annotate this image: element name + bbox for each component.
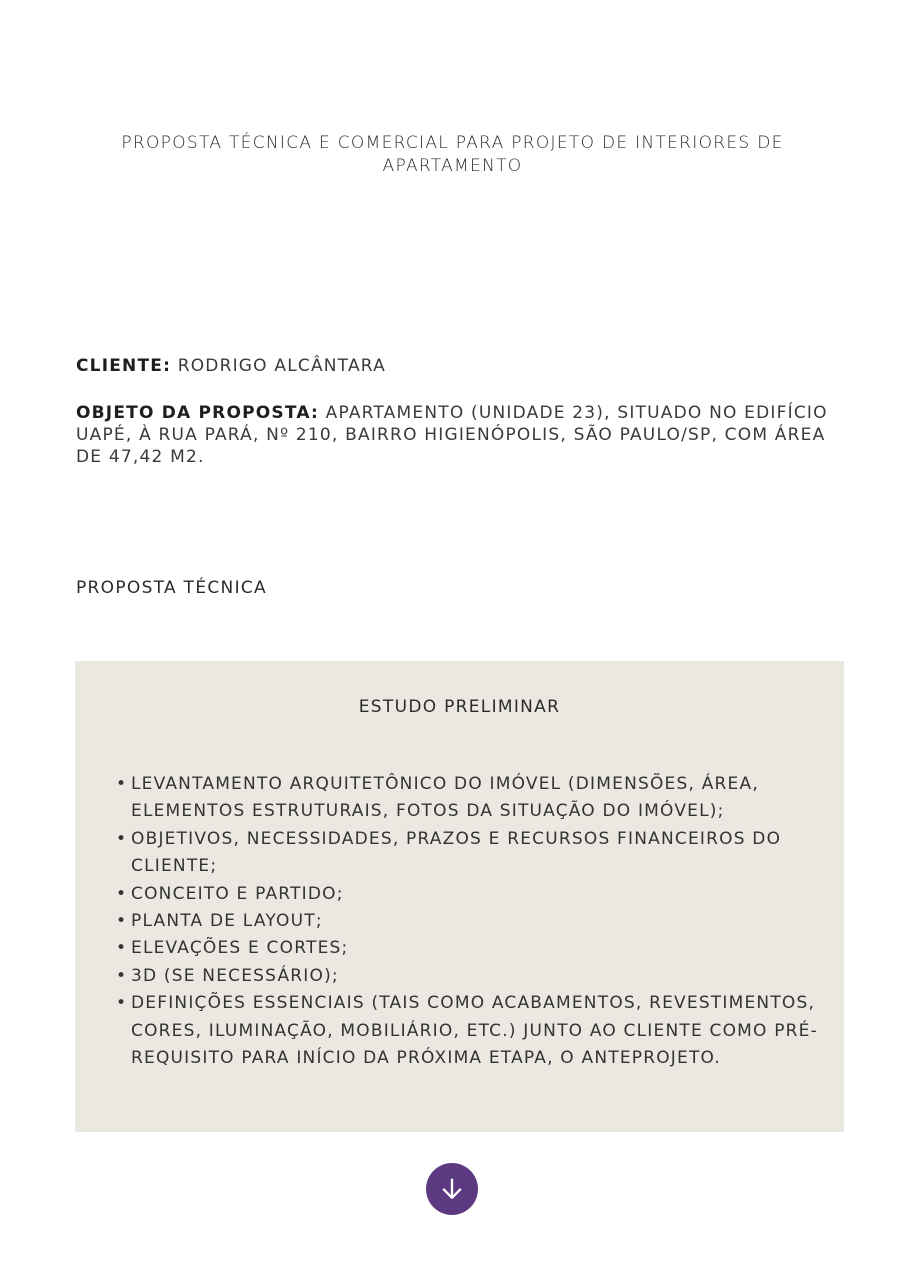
- objeto-label: OBJETO DA PROPOSTA:: [76, 403, 320, 423]
- list-item: [116, 908, 821, 935]
- objeto-description: APARTAMENTO (UNIDADE 23), SITUADO NO EDIFÍCIO UAPÉ, À RUA PARÁ, Nº 210, BAIRRO HIGIENÓPOLIS, SÃO PAULO/SP, COM ÁREA DE 47,42 M2.: [76, 403, 828, 467]
- list-item-text: DEFINIÇÕES ESSENCIAIS (TAIS COMO ACABAMENTOS, REVESTIMENTOS, CORES, ILUMINAÇÃO, MOBILIÁRIO, ETC.) JUNTO AO CLIENTE COMO PRÉ-REQUISITO PARA INÍCIO DA PRÓXIMA ETAPA, O ANTEPROJETO.: [131, 993, 818, 1069]
- document-title: PROPOSTA TÉCNICA E COMERCIAL PARA PROJETO DE INTERIORES DE APARTAMENTO: [121, 133, 784, 176]
- list-item: [116, 935, 821, 962]
- bullet-icon: •: [116, 965, 128, 986]
- client-label: CLIENTE:: [76, 356, 172, 376]
- list-item-text: LEVANTAMENTO ARQUITETÔNICO DO IMÓVEL (DIMENSÕES, ÁREA, ELEMENTOS ESTRUTURAIS, FOTOS DA SITUAÇÃO DO IMÓVEL);: [131, 774, 759, 822]
- list-item: [116, 771, 821, 826]
- bullet-icon: •: [116, 774, 128, 794]
- list-item-text: ELEVAÇÕES E CORTES;: [131, 938, 349, 959]
- bullet-icon: •: [116, 883, 128, 904]
- bullet-icon: •: [116, 993, 128, 1014]
- client-name: RODRIGO ALCÂNTARA: [177, 356, 386, 376]
- list-item-text: PLANTA DE LAYOUT;: [131, 911, 323, 932]
- estudo-preliminar-panel: [75, 661, 844, 1132]
- bullet-icon: •: [116, 911, 128, 932]
- list-item: [116, 963, 821, 990]
- bullet-icon: •: [116, 828, 128, 849]
- bullet-icon: •: [116, 938, 128, 959]
- list-item: [116, 881, 821, 908]
- panel-title: ESTUDO PRELIMINAR: [358, 697, 561, 717]
- list-item-text: OBJETIVOS, NECESSIDADES, PRAZOS E RECURSOS FINANCEIROS DO CLIENTE;: [131, 828, 782, 877]
- client-line: [76, 355, 836, 377]
- list-item-text: 3D (SE NECESSÁRIO);: [131, 965, 339, 986]
- estudo-preliminar-list: [116, 771, 821, 1072]
- scroll-down-button[interactable]: [426, 1163, 478, 1215]
- list-item: [116, 826, 821, 881]
- section-heading-proposta-tecnica: PROPOSTA TÉCNICA: [76, 578, 267, 598]
- list-item-text: CONCEITO E PARTIDO;: [131, 883, 344, 904]
- objeto-line: [76, 402, 836, 468]
- list-item: [116, 990, 821, 1072]
- arrow-down-icon: [438, 1175, 466, 1203]
